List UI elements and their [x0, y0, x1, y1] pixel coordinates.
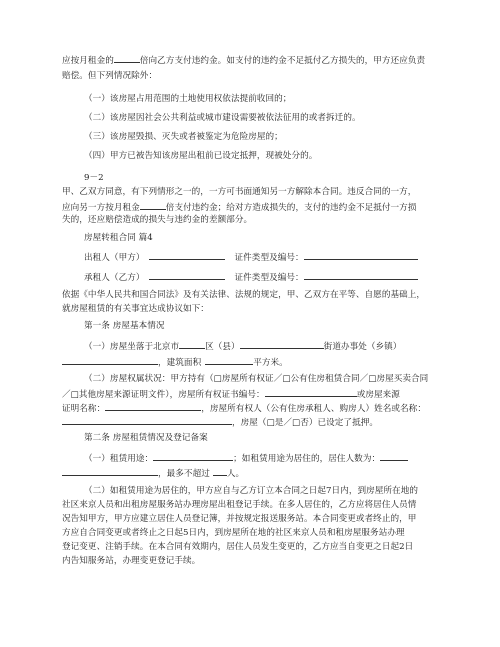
text: （一）租赁用途： — [84, 454, 154, 464]
text: 平方米。 — [253, 358, 288, 368]
text: 区（县） — [205, 342, 240, 352]
lessor-id-field — [304, 250, 418, 260]
text: ／□其他房屋来源证明文件），房屋所有权证书编号： — [62, 390, 265, 400]
occupancy-line — [62, 466, 244, 480]
registration-line-3: 况告知甲方，甲方应建立居住人员登记簿，并按规定报送服务站。本合同变更或者终止的，甲 — [62, 514, 417, 524]
text: ，房屋所有权人（公有住房承租人、购房人）姓名或名称： — [201, 404, 426, 414]
registration-line-2: 社区来京人员和出租房屋服务站办理房屋出租登记手续。在多人居住的，乙方应将居住人员情 — [62, 500, 417, 510]
lessor-line — [84, 250, 418, 264]
clause-line-1: 甲、乙双方同意，有下列情形之一的，一方可书面通知另一方解除本合同。违反合同的一方， — [62, 187, 417, 197]
text: ，最多不超过 — [158, 469, 210, 479]
blank-field — [62, 355, 158, 365]
blank-field — [153, 451, 233, 461]
lessee-name-field — [149, 270, 225, 280]
ownership-line-3 — [62, 401, 426, 415]
use-line — [84, 451, 408, 465]
registration-line-6: 内告知服务站，办理变更登记手续。 — [62, 556, 201, 566]
blank-field — [105, 401, 201, 411]
blank-field — [205, 355, 253, 365]
registration-line-1: （二）如租赁用途为居住的，甲方应自与乙方订立本合同之日起7日内，到房屋所在地的 — [84, 486, 418, 496]
lessee-id-field — [304, 270, 418, 280]
blank-field — [265, 387, 357, 397]
registration-line-4: 方应自合同变更或者终止之日起5日内，到房屋所在地的社区来京人员和租房屋服务站办理 — [62, 528, 405, 538]
intro-line-1: 依据《中华人民共和国合同法》及有关法律、法规的规定，甲、乙双方在平等、自愿的基础上， — [62, 290, 426, 300]
clause-number: 9－2 — [84, 173, 104, 183]
ownership-line-2 — [62, 387, 400, 401]
text: ，房屋（□是／□否）已设定了抵押。 — [232, 418, 378, 428]
text: 应按月租金的 — [62, 56, 114, 66]
id-label: 证件类型及编号： — [234, 253, 304, 263]
clause-line-3: 失的，还应赔偿造成的损失与违约金的差额部分。 — [62, 215, 253, 225]
penalty-line-2: 赔偿。但下列情况除外： — [62, 71, 158, 81]
area-line — [62, 355, 288, 369]
text: 街道办事处（乡镇） — [323, 342, 402, 352]
text: 证明名称： — [62, 404, 106, 414]
text: ，建筑面积 — [158, 358, 202, 368]
text: 倍支付违约金；给对方造成损失的，支付的违约金不足抵付一方损 — [165, 203, 417, 213]
article-1-title: 第一条 房屋基本情况 — [84, 321, 165, 331]
blank-field — [213, 466, 227, 476]
ownership-line-4 — [62, 415, 378, 429]
blank-field — [62, 466, 158, 476]
blank-field — [240, 339, 324, 349]
text: 人。 — [226, 469, 245, 479]
text: 或房屋来源 — [356, 390, 400, 400]
penalty-line-1 — [62, 53, 425, 67]
article-2-title: 第二条 房屋租赁情况及登记备案 — [84, 433, 208, 443]
blank-field — [62, 415, 232, 425]
text: （一）房屋坐落于北京市 — [84, 342, 180, 352]
text: ；如租赁用途为居住的，居住人数为： — [233, 454, 381, 464]
intro-line-2: 就房屋租赁的有关事宜达成协议如下： — [62, 304, 209, 314]
blank-field — [380, 451, 408, 461]
exception-item-3: （三）该房屋毁损、灭失或者被鉴定为危险房屋的； — [84, 132, 283, 142]
blank-field — [179, 339, 205, 349]
lessee-label: 承租人（乙方） — [84, 273, 145, 283]
blank-field — [114, 53, 140, 63]
lessee-line — [84, 270, 418, 284]
location-line — [84, 339, 401, 353]
exception-item-1: （一）该房屋占用范围的土地使用权依法提前收回的； — [84, 94, 292, 104]
id-label: 证件类型及编号： — [234, 273, 304, 283]
exception-item-4: （四）甲方已被告知该房屋出租前已设定抵押，现被处分的。 — [84, 151, 318, 161]
text: 倍向乙方支付违约金。如支付的违约金不足抵付乙方损失的，甲方还应负责 — [139, 56, 426, 66]
text: 应向另一方按月租金 — [62, 203, 140, 213]
clause-line-2 — [62, 200, 416, 214]
lessor-label: 出租人（甲方） — [84, 253, 145, 263]
lessor-name-field — [149, 250, 225, 260]
registration-line-5: 登记变更、注销手续。在本合同有效期内，居住人员发生变更的，乙方应当自变更之日起2日 — [62, 542, 414, 552]
blank-field — [140, 200, 166, 210]
contract-title: 房屋转租合同 篇4 — [84, 233, 153, 243]
ownership-line-1: （二）房屋权属状况：甲方持有（□房屋所有权证／□公有住房租赁合同／□房屋买卖合同 — [84, 374, 429, 384]
exception-item-2: （二）该房屋因社会公共利益或城市建设需要被依法征用的或者拆迁的。 — [84, 113, 361, 123]
